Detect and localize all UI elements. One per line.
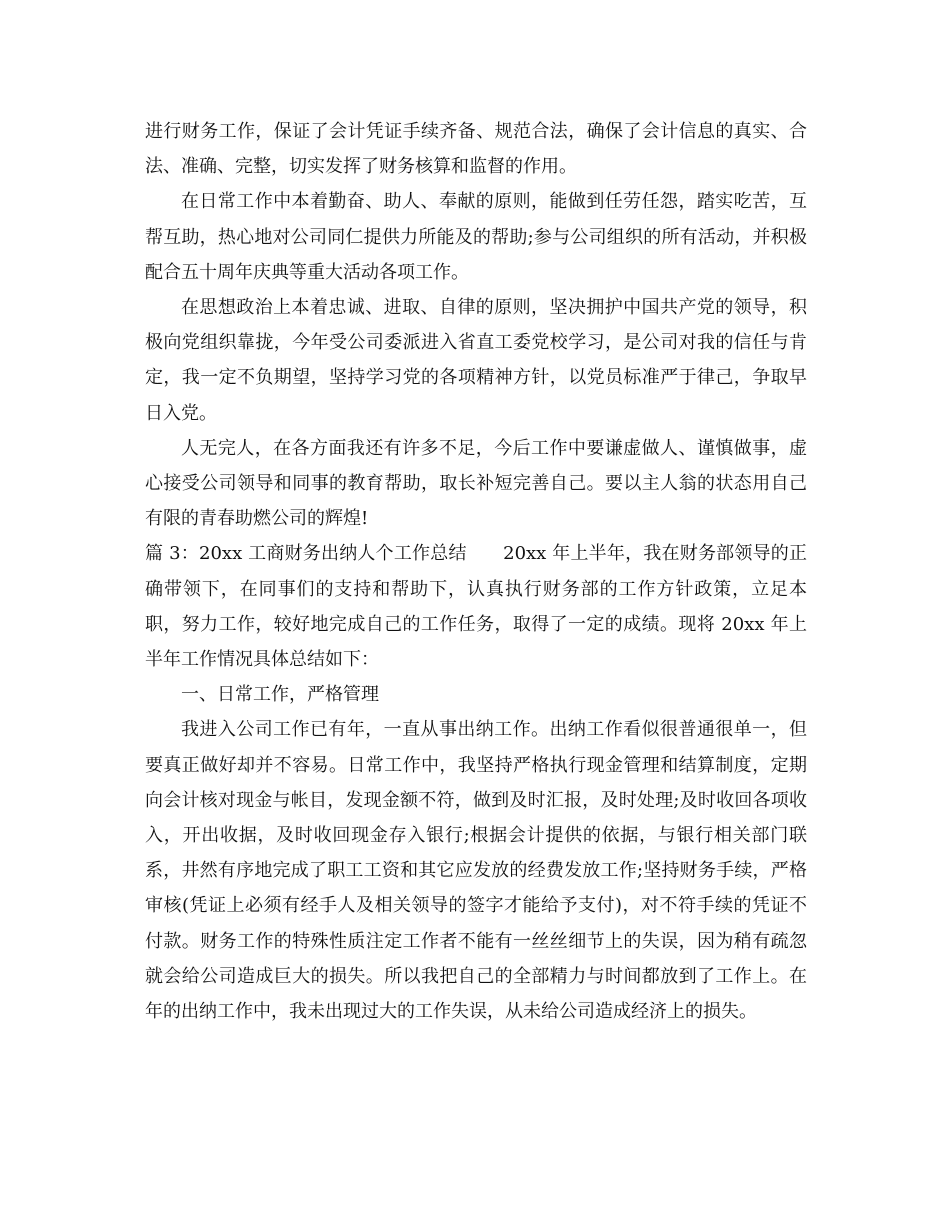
paragraph-daily-work: 在日常工作中本着勤奋、助人、奉献的原则，能做到任劳任怨，踏实吃苦，互帮互助，热心地对公司同仁提供力所能及的帮助;参与公司组织的所有活动，并积极配合五十周年庆典等重大活动各项工作。 (145, 191, 807, 283)
subheading-daily-management: 一、日常工作，严格管理 (181, 684, 379, 706)
paragraph-continuation: 进行财务工作，保证了会计凭证手续齐备、规范合法，确保了会计信息的真实、合法、准确、完整，切实发挥了财务核算和监督的作用。 (145, 121, 807, 178)
paragraph-cashier-work: 我进入公司工作已有年，一直从事出纳工作。出纳工作看似很普通很单一，但要真正做好却并不容易。日常工作中，我坚持严格执行现金管理和结算制度，定期向会计核对现金与帐目，发现金额不符，做到及时汇报，及时处理;及时收回各项收入，开出收据，及时收回现金存入银行;根据会计提供的依据，与银行相关部门联系，井然有序地完成了职工工资和其它应发放的经费发放工作;坚持财务手续，严格审核(凭证上必须有经手人及相关领导的签字才能给予支付)，对不符手续的凭证不付款。财务工作的特殊性质注定工作者不能有一丝丝细节上的失误，因为稍有疏忽就会给公司造成巨大的损失。所以我把自己的全部精力与时间都放到了工作上。在年的出纳工作中，我未出现过大的工作失误，从未给公司造成经济上的损失。 (145, 719, 807, 1023)
paragraph-self-improvement: 人无完人，在各方面我还有许多不足，今后工作中要谦虚做人、谨慎做事，虚心接受公司领导和同事的教育帮助，取长补短完善自己。要以主人翁的状态用自己有限的青春助燃公司的辉煌! (145, 437, 807, 530)
document-body (145, 114, 807, 1029)
paragraph-political-thought: 在思想政治上本着忠诚、进取、自律的原则，坚决拥护中国共产党的领导，积极向党组织靠拢，今年受公司委派进入省直工委党校学习，是公司对我的信任与肯定，我一定不负期望，坚持学习党的各项精神方针，以党员标准严于律己，争取早日入党。 (145, 297, 807, 424)
paragraph-section-3-heading: 篇 3：20xx 工商财务出纳人个工作总结 20xx 年上半年，我在财务部领导的正确带领下，在同事们的支持和帮助下，认真执行财务部的工作方针政策，立足本职，努力工作，较好地完成自己的工作任务，取得了一定的成绩。现将 20xx 年上半年工作情况具体总结如下： (145, 543, 807, 671)
